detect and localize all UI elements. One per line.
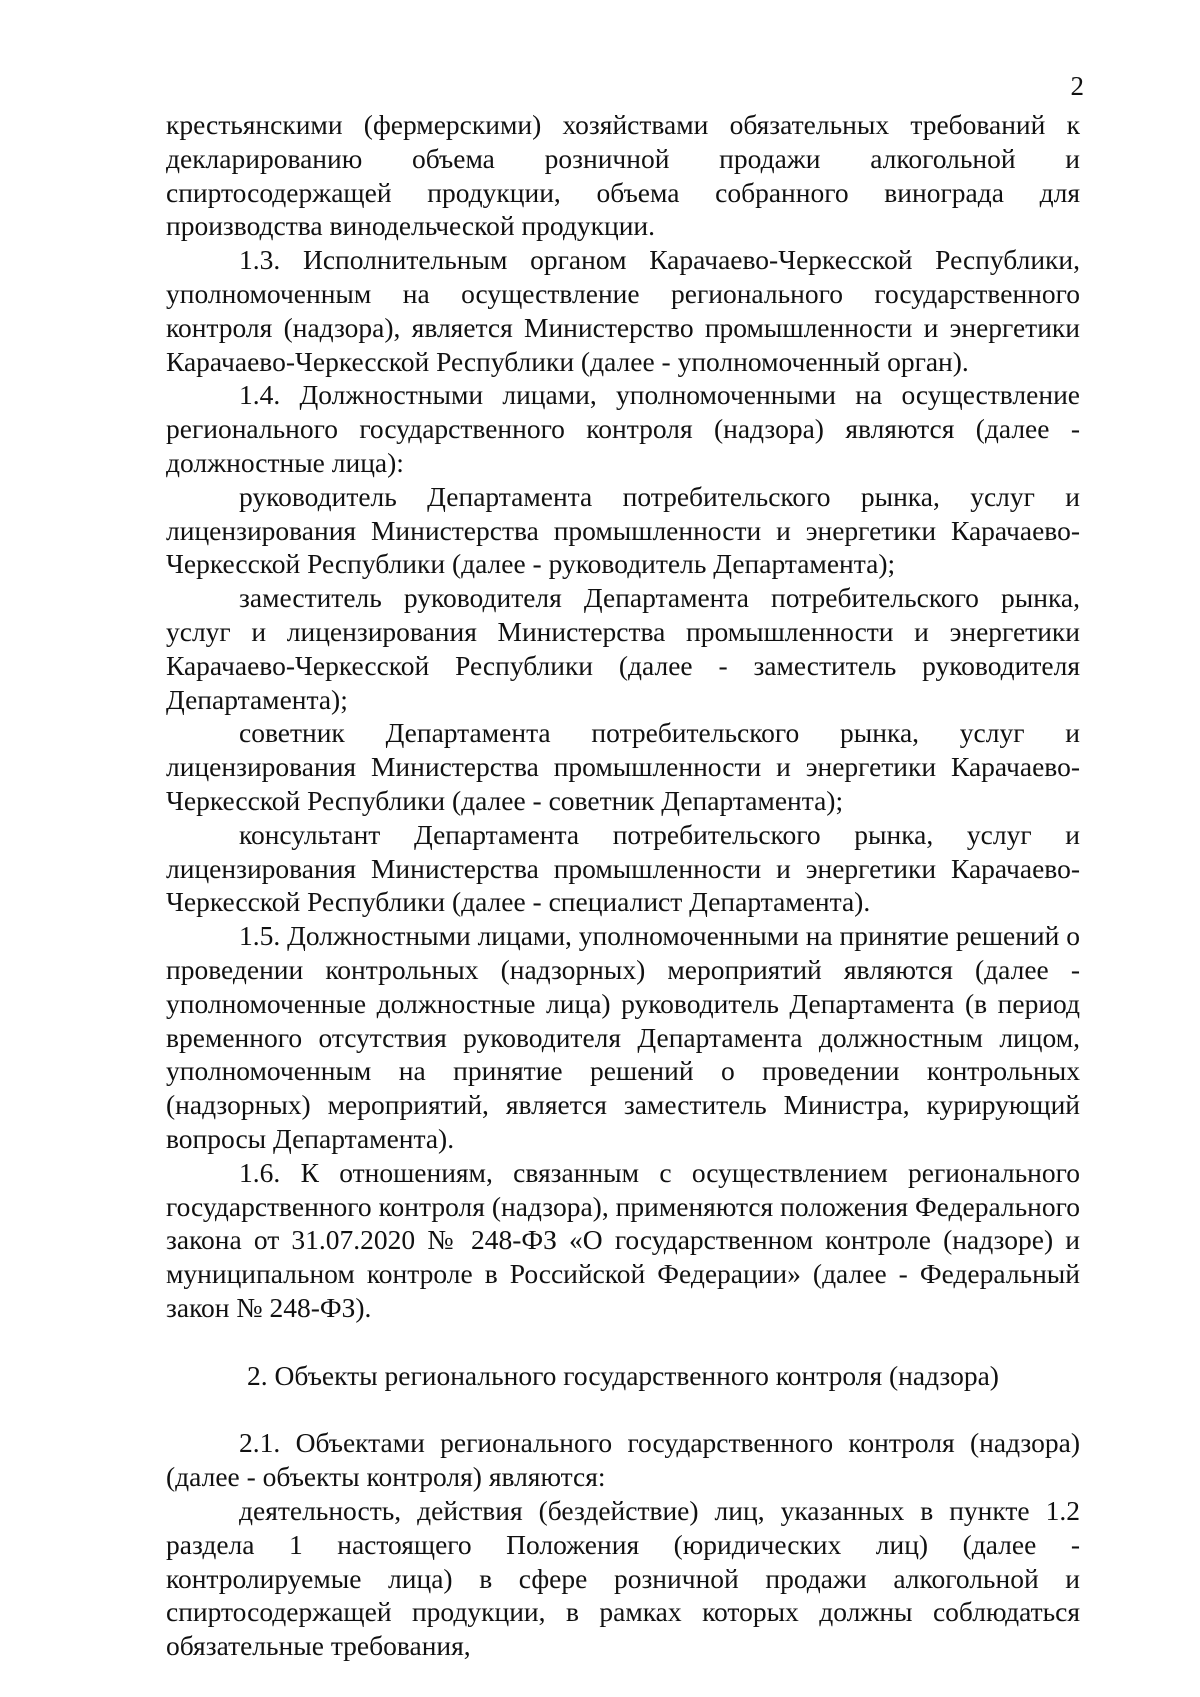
paragraph-control-objects: деятельность, действия (бездействие) лиц, указанных в пункте 1.2 раздела 1 настоящего Положения (юридических лиц) (далее - контролируемые лица) в сфере розничной продажи алкогольной и спиртосодержащей продукции, в рамках которых должны соблюдаться обязательные требования,	[166, 1495, 1080, 1662]
paragraph-1-5: 1.5. Должностными лицами, уполномоченными на принятие решений о проведении контрольных (надзорных) мероприятий являются (далее - уполномоченные должностные лица) руководитель Департамента (в период временного отсутствия руководителя Департамента должностным лицом, уполномоченным на принятие решений о проведении контрольных (надзорных) мероприятий, является заместитель Министра, курирующий вопросы Департамента).	[166, 920, 1080, 1154]
paragraph-1-4: 1.4. Должностными лицами, уполномоченными на осуществление регионального государственного контроля (надзора) являются (далее - должностные лица):	[166, 379, 1080, 478]
official-deputy-head: заместитель руководителя Департамента потребительского рынка, услуг и лицензирования Министерства промышленности и энергетики Карачаево-Черкесской Республики (далее - заместитель руководителя Департамента);	[166, 582, 1080, 715]
section-2-heading: 2. Объекты регионального государственного контроля (надзора)	[247, 1359, 999, 1391]
paragraph-continuation: крестьянскими (фермерскими) хозяйствами обязательных требований к декларированию объема розничной продажи алкогольной и спиртосодержащей продукции, объема собранного винограда для производства винодельческой продукции.	[166, 109, 1080, 242]
paragraph-2-1: 2.1. Объектами регионального государственного контроля (надзора) (далее - объекты контроля) являются:	[166, 1427, 1080, 1493]
paragraph-1-3: 1.3. Исполнительным органом Карачаево-Черкесской Республики, уполномоченным на осуществление регионального государственного контроля (надзора), является Министерство промышленности и энергетики Карачаево-Черкесской Республики (далее - уполномоченный орган).	[166, 244, 1080, 377]
official-head-of-department: руководитель Департамента потребительского рынка, услуг и лицензирования Министерства промышленности и энергетики Карачаево-Черкесской Республики (далее - руководитель Департамента);	[166, 480, 1080, 580]
document-body	[166, 108, 1080, 1663]
page-number: 2	[1070, 71, 1084, 101]
paragraph-1-6: 1.6. К отношениям, связанным с осуществлением регионального государственного контроля (надзора), применяются положения Федерального закона от 31.07.2020 № 248-ФЗ «О государственном контроле (надзоре) и муниципальном контроле в Российской Федерации» (далее - Федеральный закон № 248-ФЗ).	[166, 1156, 1080, 1323]
official-consultant: консультант Департамента потребительского рынка, услуг и лицензирования Министерства промышленности и энергетики Карачаево-Черкесской Республики (далее - специалист Департамента).	[166, 818, 1080, 918]
official-advisor: советник Департамента потребительского рынка, услуг и лицензирования Министерства промышленности и энергетики Карачаево-Черкесской Республики (далее - советник Департамента);	[166, 717, 1080, 816]
